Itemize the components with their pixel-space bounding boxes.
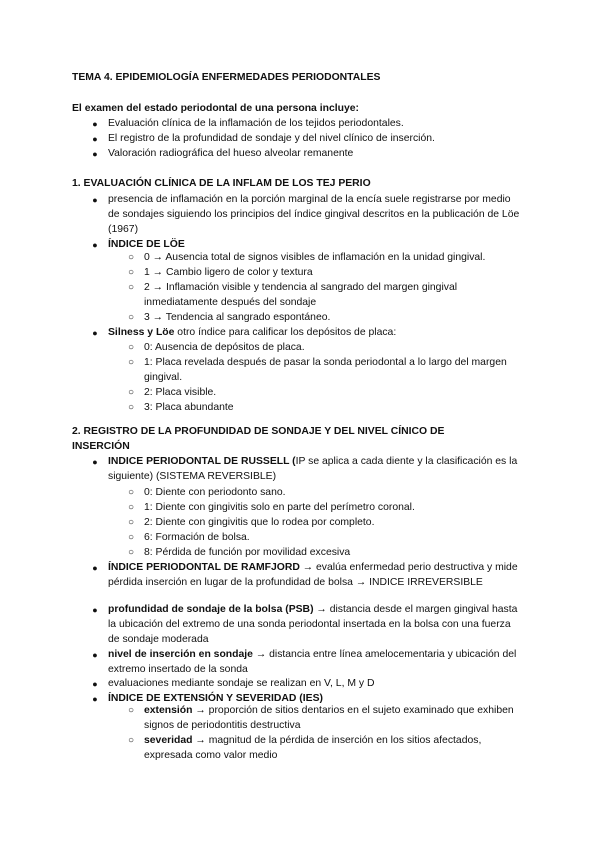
bullet-dot: ● xyxy=(92,328,98,338)
russell-subitem: 2: Diente con gingivitis que lo rodea por completo. xyxy=(144,517,375,528)
silness-item xyxy=(108,325,522,340)
eval-item: evaluaciones mediante sondaje se realizan en V, L, M y D xyxy=(108,678,375,689)
bullet-circle: ○ xyxy=(127,517,135,528)
bullet-circle: ○ xyxy=(127,547,135,558)
bullet-dot: ● xyxy=(92,195,98,205)
bullet-circle: ○ xyxy=(127,312,135,323)
russell-label: INDICE PERIODONTAL DE RUSSELL ( xyxy=(108,456,296,467)
ies-heading: ÍNDICE DE EXTENSIÓN Y SEVERIDAD (IES) xyxy=(108,693,323,704)
intro-item: Valoración radiográfica del hueso alveolar remanente xyxy=(108,148,354,159)
bullet-circle: ○ xyxy=(127,342,135,353)
extension-text: → proporción de sitios dentarios en el sujeto examinado que exhiben signos de periodontitis destructiva xyxy=(144,705,514,731)
russell-subitem: 1: Diente con gingivitis solo en parte del perímetro coronal. xyxy=(144,502,415,513)
bullet-dot: ● xyxy=(92,134,98,144)
section1-heading: 1. EVALUACIÓN CLÍNICA DE LA INFLAM DE LOS TEJ PERIO xyxy=(72,178,371,189)
loe-item: 3 → Tendencia al sangrado espontáneo. xyxy=(144,312,331,323)
bullet-circle: ○ xyxy=(127,387,135,398)
bullet-circle: ○ xyxy=(127,357,135,368)
bullet-dot: ● xyxy=(92,119,98,129)
extension-label: extensión xyxy=(144,705,193,716)
ramfjord-item xyxy=(108,560,522,590)
severidad-text: → magnitud de la pérdida de inserción en los sitios afectados, expresada como valor medio xyxy=(144,735,482,761)
russell-item xyxy=(108,454,522,484)
bullet-circle: ○ xyxy=(127,735,135,746)
severidad-label: severidad xyxy=(144,735,193,746)
extension-item xyxy=(144,703,514,733)
nivel-text: → distancia entre línea amelocementaria y ubicación del extremo insertado de la sonda xyxy=(108,649,517,675)
intro-item: Evaluación clínica de la inflamación de los tejidos periodontales. xyxy=(108,118,404,129)
bullet-dot: ● xyxy=(92,457,98,467)
russell-text: IP se aplica a cada diente y la clasificación es la siguiente) (SISTEMA REVERSIBLE) xyxy=(108,456,518,482)
nivel-item xyxy=(108,647,522,677)
loe-item: 1 → Cambio ligero de color y textura xyxy=(144,267,313,278)
ramfjord-text: → evalúa enfermedad perio destructiva y mide pérdida inserción en lugar de la profundidad de bolsa → INDICE IRREVERSIBLE xyxy=(108,562,518,588)
section1-paragraph: presencia de inflamación en la porción marginal de la encía suele registrarse por medio de sondajes siguiendo los principios del índice gingival descritos en la publicación de Löe (1967) xyxy=(108,194,520,235)
bullet-dot: ● xyxy=(92,694,98,704)
silness-text: otro índice para calificar los depósitos de placa: xyxy=(174,327,397,338)
bullet-dot: ● xyxy=(92,679,98,689)
loe-item: 0 → Ausencia total de signos visibles de inflamación en la unidad gingival. xyxy=(144,252,486,263)
bullet-dot: ● xyxy=(92,605,98,615)
bullet-circle: ○ xyxy=(127,502,135,513)
loe-item: 2 → Inflamación visible y tendencia al sangrado del margen gingival inmediatamente después del sondaje xyxy=(144,282,458,308)
ramfjord-label: ÍNDICE PERIODONTAL DE RAMFJORD xyxy=(108,562,300,573)
bullet-dot: ● xyxy=(92,149,98,159)
silness-subitem: 3: Placa abundante xyxy=(144,402,234,413)
silness-label: Silness y Löe xyxy=(108,327,175,338)
bullet-circle: ○ xyxy=(127,487,135,498)
intro-item: El registro de la profundidad de sondaje y del nivel clínico de inserción. xyxy=(108,133,435,144)
bullet-circle: ○ xyxy=(127,252,135,263)
silness-subitem: 1: Placa revelada después de pasar la sonda periodontal a lo largo del margen gingival. xyxy=(144,357,507,383)
nivel-label: nivel de inserción en sondaje xyxy=(108,649,253,660)
bullet-dot: ● xyxy=(92,563,98,573)
psb-label: profundidad de sondaje de la bolsa (PSB) xyxy=(108,604,314,615)
bullet-circle: ○ xyxy=(127,705,135,716)
psb-text: → distancia desde el margen gingival hasta la ubicación del extremo de una sonda periodontal insertada en la bolsa con una fuerza de sondaje moderada xyxy=(108,604,518,645)
intro-heading: El examen del estado periodontal de una persona incluye: xyxy=(72,103,359,114)
document-title: TEMA 4. EPIDEMIOLOGÍA ENFERMEDADES PERIODONTALES xyxy=(72,72,381,83)
psb-item xyxy=(108,602,522,647)
severidad-item xyxy=(144,733,514,763)
bullet-circle: ○ xyxy=(127,282,135,293)
russell-subitem: 8: Pérdida de función por movilidad excesiva xyxy=(144,547,351,558)
loe-heading: ÍNDICE DE LÖE xyxy=(108,239,185,250)
russell-subitem: 6: Formación de bolsa. xyxy=(144,532,250,543)
bullet-dot: ● xyxy=(92,240,98,250)
silness-subitem: 2: Placa visible. xyxy=(144,387,217,398)
bullet-circle: ○ xyxy=(127,267,135,278)
russell-subitem: 0: Diente con periodonto sano. xyxy=(144,487,286,498)
bullet-dot: ● xyxy=(92,650,98,660)
bullet-circle: ○ xyxy=(127,532,135,543)
silness-subitem: 0: Ausencia de depósitos de placa. xyxy=(144,342,305,353)
section2-heading: 2. REGISTRO DE LA PROFUNDIDAD DE SONDAJE Y DEL NIVEL CÍNICO DE INSERCIÓN xyxy=(72,426,445,452)
bullet-circle: ○ xyxy=(127,402,135,413)
